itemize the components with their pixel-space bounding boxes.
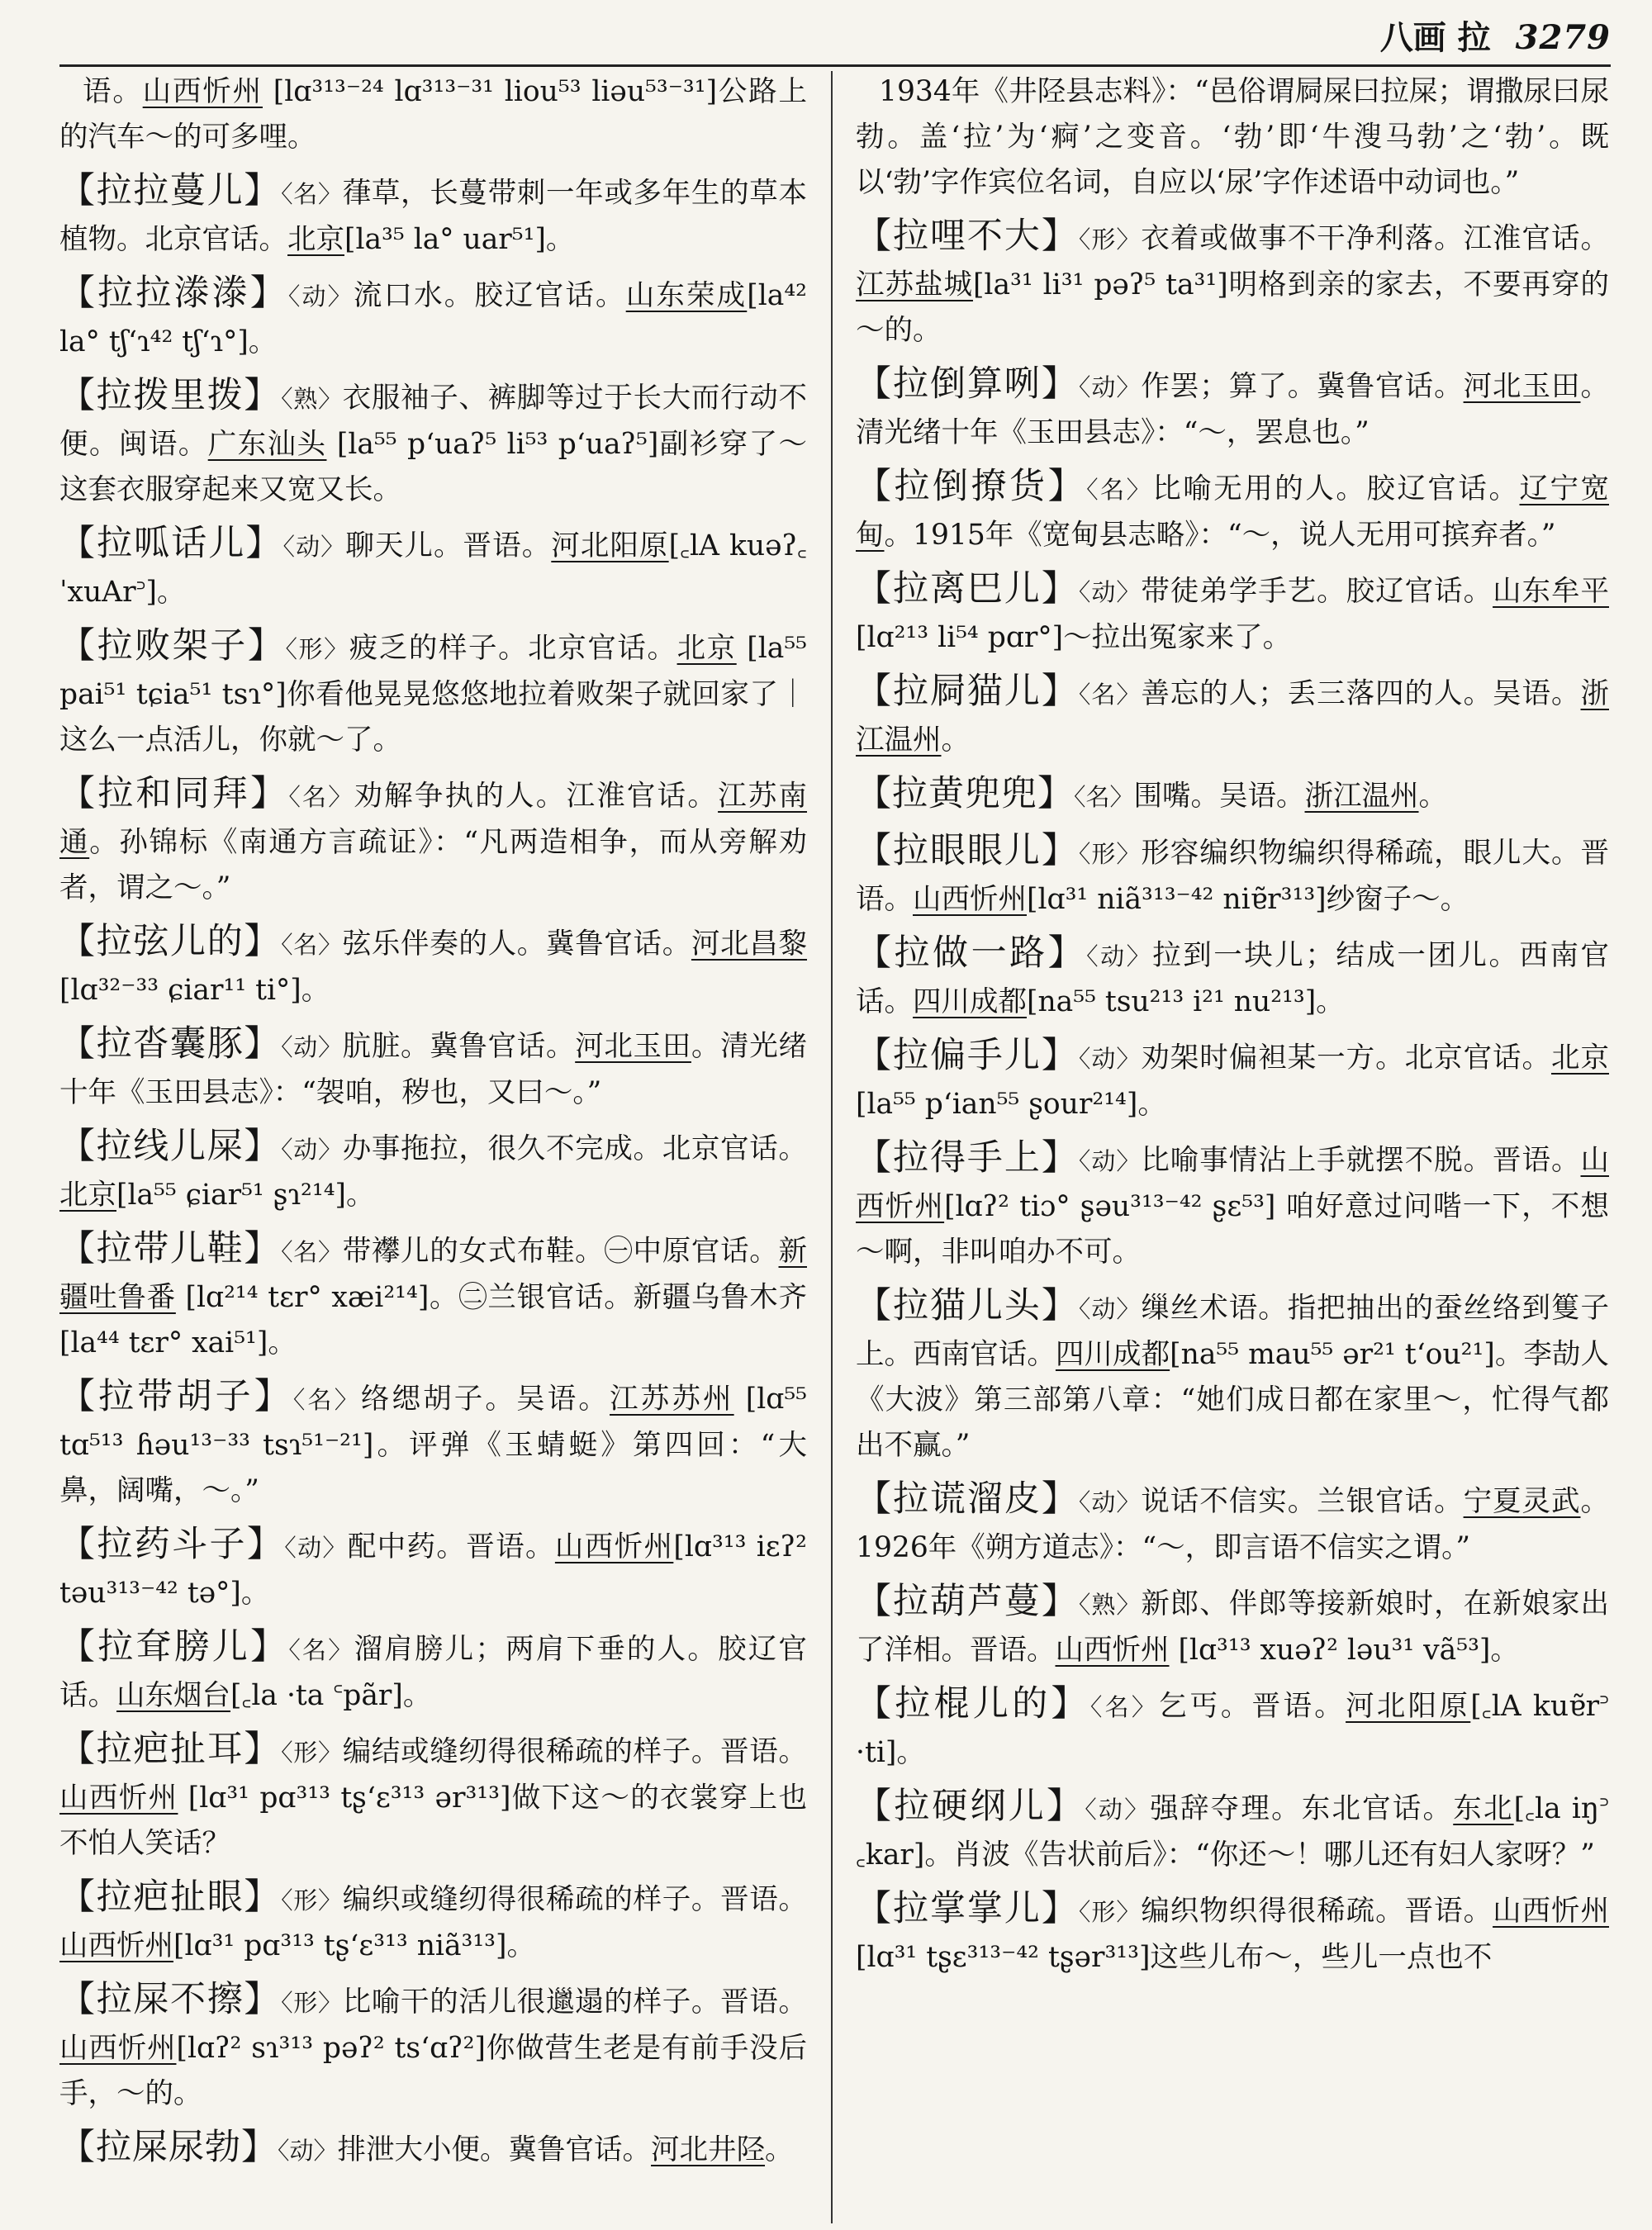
entry-headword: 【拉耷膀儿】: [59, 1626, 289, 1668]
dialect-location: 山西忻州: [1055, 1634, 1170, 1667]
entry-pronunciation-example: 。: [941, 724, 970, 757]
dialect-location: 河北井陉: [651, 2133, 766, 2166]
dialect-location: 四川成都: [1055, 1338, 1170, 1371]
entry-definition: 劝架时偏袒某一方。北京官话。: [1141, 1041, 1552, 1075]
left-column: [59, 69, 807, 2222]
part-of-speech: 〈形〉: [1078, 1898, 1142, 1926]
part-of-speech: 〈动〉: [278, 2137, 338, 2165]
entry-headword: 【拉离巴儿】: [856, 568, 1079, 610]
column-divider: [831, 71, 833, 2223]
entry-pronunciation-example: [꜀la ·ta ꜂pãr]。: [230, 1679, 432, 1712]
part-of-speech: 〈动〉: [1078, 1045, 1142, 1073]
dialect-location: 山西忻州: [856, 1144, 1609, 1223]
entry-pronunciation-example: 。1915年《宽甸县志略》：“～，说人无用可摈弃者。”: [884, 519, 1556, 552]
dictionary-entry: [59, 624, 807, 763]
part-of-speech: 〈名〉: [1074, 783, 1134, 811]
dialect-location: 河北阳原: [1346, 1690, 1471, 1723]
dialect-location: 山西忻州: [142, 75, 263, 108]
dictionary-entry: [856, 69, 1609, 206]
entry-definition: 1934年《井陉县志料》：“邑俗谓屙屎曰拉屎；谓撒尿曰尿勃。盖‘拉’为‘痾’之变音。‘勃’即‘牛溲马勃’之‘勃’。既以‘勃’字作宾位名词，自应以‘尿’字作述语中动词也。”: [856, 75, 1609, 199]
entry-pronunciation-example: [lɑ²¹³ li⁵⁴ pɑr°]～拉出冤家来了。: [856, 621, 1292, 654]
part-of-speech: 〈形〉: [281, 1886, 343, 1914]
entry-definition: 办事拖拉，很久不完成。北京官话。: [342, 1132, 807, 1165]
dialect-location: 北京: [1551, 1041, 1609, 1075]
part-of-speech: 〈动〉: [282, 533, 346, 561]
entry-definition: 乞丐。晋语。: [1158, 1690, 1346, 1723]
dialect-location: 广东汕头: [207, 428, 327, 461]
entry-pronunciation-example: [lɑ³¹ niã³¹³⁻⁴² niɐ̃r³¹³]纱窗子～。: [1027, 883, 1469, 916]
dictionary-entry: [59, 1522, 807, 1616]
entry-pronunciation-example: [la³¹ li³¹ pəʔ⁵ ta³¹]明格到亲的家去，不要再穿的～的。: [856, 268, 1609, 347]
entry-headword: 【拉败架子】: [59, 625, 286, 667]
entry-definition: 强辞夺理。东北官话。: [1150, 1792, 1454, 1825]
dictionary-entry: [856, 1886, 1609, 1981]
entry-headword: 【拉硬纲儿】: [856, 1786, 1085, 1827]
dialect-location: 四川成都: [913, 985, 1027, 1018]
dictionary-entry: [59, 2125, 807, 2174]
dialect-location: 江苏南通: [59, 780, 807, 859]
dialect-location: 山东烟台: [116, 1679, 230, 1712]
entry-pronunciation-example: [la⁵⁵ ɕiar⁵¹ ʂɿ²¹⁴]。: [116, 1179, 375, 1212]
part-of-speech: 〈动〉: [1078, 578, 1142, 606]
entry-headword: 【拉拨里拨】: [59, 375, 282, 416]
dialect-location: 北京: [287, 223, 344, 256]
entry-definition: 围嘴。吴语。: [1133, 780, 1305, 813]
dictionary-entry: [59, 373, 807, 513]
part-of-speech: 〈动〉: [1085, 1796, 1151, 1824]
part-of-speech: 〈动〉: [1078, 1295, 1142, 1323]
entry-definition: 带襻儿的女式布鞋。㊀中原官话。: [342, 1235, 779, 1268]
entry-definition: 拉到一块儿；结成一团儿。西南官话。: [856, 939, 1609, 1018]
part-of-speech: 〈形〉: [281, 1739, 343, 1767]
entry-headword: 【拉得手上】: [856, 1137, 1079, 1179]
entry-definition: 善忘的人；丢三落四的人。吴语。: [1141, 677, 1581, 710]
part-of-speech: 〈形〉: [1078, 840, 1142, 868]
dialect-location: 河北玉田: [575, 1030, 691, 1063]
entry-definition: 弦乐伴奏的人。冀鲁官话。: [342, 928, 691, 961]
entry-pronunciation-example: [꜀la iŋ꜄ ꜀kar]。肖波《告状前后》：“你还～！哪儿还有妇人家呀？”: [856, 1792, 1609, 1872]
entry-headword: 【拉疤扯眼】: [59, 1877, 282, 1918]
entry-pronunciation-example: [lɑʔ² sɿ³¹³ pəʔ² tsʻɑʔ²]你做营生老是有前手没后手，～的。: [59, 2032, 807, 2110]
entry-pronunciation-example: 。1926年《朔方道志》：“～，即言语不信实之谓。”: [856, 1485, 1609, 1564]
right-column: [856, 69, 1609, 2222]
entry-headword: 【拉做一路】: [856, 932, 1087, 974]
dictionary-entry: [856, 771, 1609, 820]
entry-definition: 肮脏。冀鲁官话。: [342, 1030, 576, 1063]
entry-definition: 编织或缝纫得很稀疏的样子。晋语。: [342, 1883, 807, 1916]
entry-headword: 【拉弦儿的】: [59, 921, 282, 962]
dictionary-entry: [59, 1374, 807, 1514]
entry-pronunciation-example: 。孙锦标《南通方言疏证》：“凡两造相争，而从旁解劝者，谓之～。”: [59, 826, 807, 904]
dictionary-entry: [856, 1136, 1609, 1275]
part-of-speech: 〈动〉: [1086, 942, 1153, 970]
part-of-speech: 〈名〉: [281, 180, 343, 208]
header-rule: [59, 64, 1611, 67]
dialect-location: 山西忻州: [913, 883, 1027, 916]
entry-definition: 说话不信实。兰银官话。: [1141, 1485, 1464, 1518]
dictionary-entry: [59, 1022, 807, 1116]
part-of-speech: 〈名〉: [1078, 681, 1142, 709]
entry-definition: 比喻事情沾上手就摆不脱。晋语。: [1141, 1144, 1581, 1177]
entry-definition: 语。: [83, 75, 143, 108]
part-of-speech: 〈形〉: [281, 1989, 343, 2017]
part-of-speech: 〈形〉: [285, 635, 349, 663]
part-of-speech: 〈名〉: [281, 931, 343, 959]
entry-pronunciation-example: [lɑ³¹ tʂɛ³¹³⁻⁴² tʂər³¹³]这些儿布～，些儿一点也不: [856, 1941, 1493, 1974]
entry-definition: 带徒弟学手艺。胶辽官话。: [1141, 575, 1493, 608]
entry-headword: 【拉拉漛漛】: [59, 273, 288, 314]
dictionary-entry: [856, 464, 1609, 558]
dictionary-entry: [59, 271, 807, 365]
dictionary-entry: [59, 1226, 807, 1366]
dictionary-entry: [856, 362, 1609, 456]
entry-headword: 【拉猫儿头】: [856, 1285, 1079, 1326]
dictionary-entry: [59, 1977, 807, 2117]
entry-pronunciation-example: [꜀lA kuɐ̃r꜄ ·ti]。: [856, 1690, 1609, 1769]
entry-definition: 疲乏的样子。北京官话。: [349, 632, 677, 665]
entry-headword: 【拉眼眼儿】: [856, 830, 1079, 871]
dictionary-entry: [856, 1477, 1609, 1571]
dialect-location: 河北昌黎: [691, 928, 807, 961]
dialect-location: 宁夏灵武: [1463, 1485, 1581, 1518]
entry-headword: 【拉偏手儿】: [856, 1035, 1079, 1076]
dialect-location: 浙江温州: [856, 677, 1609, 757]
entry-definition: 缫丝术语。指把抽出的蚕丝络到篗子上。西南官话。: [856, 1292, 1609, 1371]
entry-pronunciation-example: 。清光绪十年《玉田县志》：“袈咱，秽也，又曰～。”: [59, 1030, 807, 1109]
dictionary-entry: [59, 1124, 807, 1218]
part-of-speech: 〈名〉: [1086, 476, 1153, 504]
dialect-location: 东北: [1453, 1792, 1514, 1825]
dictionary-entry: [59, 1875, 807, 1969]
dictionary-entry: [59, 1727, 807, 1867]
dictionary-entry: [856, 1033, 1609, 1127]
dictionary-entry: [59, 521, 807, 615]
entry-headword: 【拉疤扯耳】: [59, 1729, 282, 1770]
entry-headword: 【拉葫芦蔓】: [856, 1581, 1079, 1622]
entry-headword: 【拉拉蔓儿】: [59, 170, 282, 211]
entry-headword: 【拉掌掌儿】: [856, 1888, 1079, 1929]
dialect-location: 河北阳原: [551, 529, 669, 562]
dictionary-entry: [59, 919, 807, 1013]
entry-definition: 排泄大小便。冀鲁官话。: [337, 2133, 652, 2166]
entry-headword: 【拉倒算咧】: [856, 363, 1079, 405]
entry-headword: 【拉线儿屎】: [59, 1126, 282, 1167]
entry-headword: 【拉哩不大】: [856, 216, 1079, 257]
entry-definition: 衣服袖子、裤脚等过于长大而行动不便。闽语。: [59, 382, 807, 461]
dialect-location: 浙江温州: [1304, 780, 1419, 813]
part-of-speech: 〈名〉: [1089, 1693, 1159, 1721]
entry-pronunciation-example: 。清光绪十年《玉田县志》：“～，罢息也。”: [856, 370, 1609, 449]
dialect-location: 山西忻州: [554, 1530, 674, 1563]
entry-headword: 【拉沓囊豚】: [59, 1023, 282, 1065]
entry-pronunciation-example: [lɑ³¹ pɑ³¹³ tʂʻɛ³¹³ ər³¹³]做下这～的衣裳穿上也不怕人笑话？: [59, 1782, 807, 1860]
part-of-speech: 〈名〉: [288, 783, 354, 811]
entry-definition: 比喻无用的人。胶辽官话。: [1152, 472, 1520, 505]
entry-headword: 【拉和同拜】: [59, 773, 289, 814]
part-of-speech: 〈熟〉: [281, 385, 343, 413]
dictionary-entry: [856, 931, 1609, 1025]
entry-pronunciation-example: [la⁵⁵ pʻuaʔ⁵ li⁵³ pʻuaʔ⁵]副衫穿了～这套衣服穿起来又宽又长。: [59, 428, 807, 506]
dialect-location: 山西忻州: [1493, 1895, 1609, 1928]
dictionary-entry: [856, 669, 1609, 763]
entry-headword: 【拉屙猫儿】: [856, 671, 1079, 712]
entry-headword: 【拉屎尿勃】: [59, 2127, 278, 2168]
entry-definition: 聊天儿。晋语。: [345, 529, 552, 562]
part-of-speech: 〈形〉: [1078, 225, 1142, 254]
dialect-location: 北京: [59, 1179, 116, 1212]
entry-definition: 衣着或做事不干净利落。江淮官话。: [1141, 222, 1609, 255]
entry-headword: 【拉带儿鞋】: [59, 1228, 282, 1269]
entry-pronunciation-example: [na⁵⁵ tsu²¹³ i²¹ nu²¹³]。: [1027, 985, 1345, 1018]
entry-headword: 【拉带胡子】: [59, 1376, 293, 1417]
entry-definition: 作罢；算了。冀鲁官话。: [1141, 370, 1464, 403]
dictionary-entry: [856, 1784, 1609, 1878]
dialect-location: 山西忻州: [59, 1782, 178, 1815]
entry-pronunciation-example: [lɑ⁵⁵ tɑ⁵¹³ ɦəu¹³⁻³³ tsɿ⁵¹⁻²¹]。评弹《玉蜻蜓》第四回：“大鼻，阔嘴，～。”: [59, 1383, 807, 1507]
dictionary-entry: [856, 567, 1609, 661]
entry-definition: 流口水。胶辽官话。: [353, 279, 626, 312]
entry-headword: 【拉呱话儿】: [59, 523, 283, 564]
entry-pronunciation-example: 。: [765, 2133, 794, 2166]
dialect-location: 山西忻州: [59, 2032, 177, 2065]
entry-pronunciation-example: [la⁵⁵ pʻian⁵⁵ ʂour²¹⁴]。: [856, 1088, 1166, 1121]
section-title: 八画 拉: [1379, 18, 1491, 57]
part-of-speech: 〈动〉: [1078, 1488, 1142, 1516]
part-of-speech: 〈动〉: [1078, 373, 1142, 401]
dialect-location: 辽宁宽甸: [856, 472, 1609, 552]
entry-pronunciation-example: [lɑ³¹³ xuəʔ² ləu³¹ vã⁵³]。: [1169, 1634, 1519, 1667]
part-of-speech: 〈名〉: [281, 1238, 343, 1266]
entry-definition: 编结或缝纫得很稀疏的样子。晋语。: [342, 1735, 807, 1768]
entry-headword: 【拉倒撩货】: [856, 466, 1087, 507]
entry-headword: 【拉棍儿的】: [856, 1683, 1090, 1725]
entry-pronunciation-example: [lɑ³¹³ iɛʔ² təu³¹³⁻⁴² tə°]。: [59, 1530, 807, 1610]
entry-definition: 配中药。晋语。: [347, 1530, 555, 1563]
entry-pronunciation-example: [lɑ³¹³⁻²⁴ lɑ³¹³⁻³¹ liou⁵³ liəu⁵³⁻³¹]公路上的汽车～的可多哩。: [59, 75, 807, 154]
dictionary-entry: [59, 771, 807, 911]
entry-pronunciation-example: [la⁴² la° tʃʻɿ⁴² tʃʻɿ°]。: [59, 279, 807, 358]
dialect-location: 山东牟平: [1493, 575, 1609, 608]
dialect-location: 新疆吐鲁番: [59, 1235, 807, 1314]
part-of-speech: 〈名〉: [292, 1386, 361, 1414]
entry-pronunciation-example: [la⁵⁵ pai⁵¹ tɕia⁵¹ tsɿ°]你看他晃晃悠悠地拉着败架子就回家了｜这么一点活儿，你就～了。: [59, 632, 807, 757]
dictionary-entry: [856, 1283, 1609, 1468]
entry-pronunciation-example: [꜀lA kuəʔ꜀ ˈxuAr꜄]。: [59, 529, 807, 609]
entry-pronunciation-example: 。: [1418, 780, 1448, 813]
dictionary-entry: [59, 168, 807, 263]
part-of-speech: 〈动〉: [281, 1033, 343, 1061]
dialect-location: 山西忻州: [59, 1929, 173, 1962]
part-of-speech: 〈动〉: [1078, 1147, 1142, 1175]
entry-pronunciation-example: [lɑ³²⁻³³ ɕiar¹¹ ti°]。: [59, 974, 330, 1007]
entry-pronunciation-example: [na⁵⁵ mau⁵⁵ ər²¹ tʻou²¹]。李劼人《大波》第三部第八章：“她们成日都在家里～，忙得气都出不赢。”: [856, 1338, 1609, 1462]
entry-pronunciation-example: [lɑ³¹ pɑ³¹³ tʂʻɛ³¹³ niã³¹³]。: [173, 1929, 535, 1962]
entry-definition: 葎草，长蔓带刺一年或多年生的草本植物。北京官话。: [59, 177, 807, 256]
dictionary-entry: [856, 1682, 1609, 1776]
entry-definition: 络缌胡子。吴语。: [360, 1383, 610, 1416]
entry-definition: 编织物织得很稀疏。晋语。: [1141, 1895, 1493, 1928]
dictionary-entry: [59, 69, 807, 160]
page-number: 3279: [1515, 18, 1611, 57]
entry-pronunciation-example: [la³⁵ la° uar⁵¹]。: [344, 223, 575, 256]
entry-definition: 形容编织物编织得稀疏，眼儿大。晋语。: [856, 837, 1609, 916]
entry-definition: 劝解争执的人。江淮官话。: [354, 780, 719, 813]
entry-headword: 【拉屎不擦】: [59, 1979, 282, 2020]
part-of-speech: 〈动〉: [287, 282, 354, 311]
dialect-location: 江苏苏州: [610, 1383, 734, 1416]
dictionary-entry: [856, 214, 1609, 353]
page-header: [1380, 12, 1611, 59]
dictionary-entry: [59, 1625, 807, 1719]
entry-pronunciation-example: [lɑʔ² tiɔ° ʂəu³¹³⁻⁴² ʂɛ⁵³] 咱好意过问喈一下，不想～啊，非叫咱办不可。: [856, 1190, 1609, 1269]
part-of-speech: 〈熟〉: [1078, 1591, 1142, 1619]
dictionary-entry: [856, 828, 1609, 923]
entry-headword: 【拉黄兜兜】: [856, 773, 1074, 814]
dialect-location: 山东荣成: [625, 279, 748, 312]
entry-definition: 比喻干的活儿很邋遢的样子。晋语。: [342, 1986, 807, 2019]
dialect-location: 北京: [676, 632, 737, 665]
entry-headword: 【拉谎溜皮】: [856, 1478, 1079, 1520]
dialect-location: 江苏盐城: [856, 268, 973, 301]
part-of-speech: 〈动〉: [284, 1534, 348, 1562]
dialect-location: 河北玉田: [1463, 370, 1581, 403]
entry-definition: 溜肩膀儿；两肩下垂的人。胶辽官话。: [59, 1633, 807, 1712]
part-of-speech: 〈名〉: [288, 1636, 354, 1664]
part-of-speech: 〈动〉: [281, 1136, 343, 1164]
entry-definition: 新郎、伴郎等接新娘时，在新娘家出了洋相。晋语。: [856, 1587, 1609, 1667]
entry-headword: 【拉药斗子】: [59, 1524, 285, 1565]
entry-pronunciation-example: [lɑ²¹⁴ tɛr° xæi²¹⁴]。㊁兰银官话。新疆乌鲁木齐[la⁴⁴ tɛr° xai⁵¹]。: [59, 1281, 807, 1359]
dictionary-entry: [856, 1579, 1609, 1673]
